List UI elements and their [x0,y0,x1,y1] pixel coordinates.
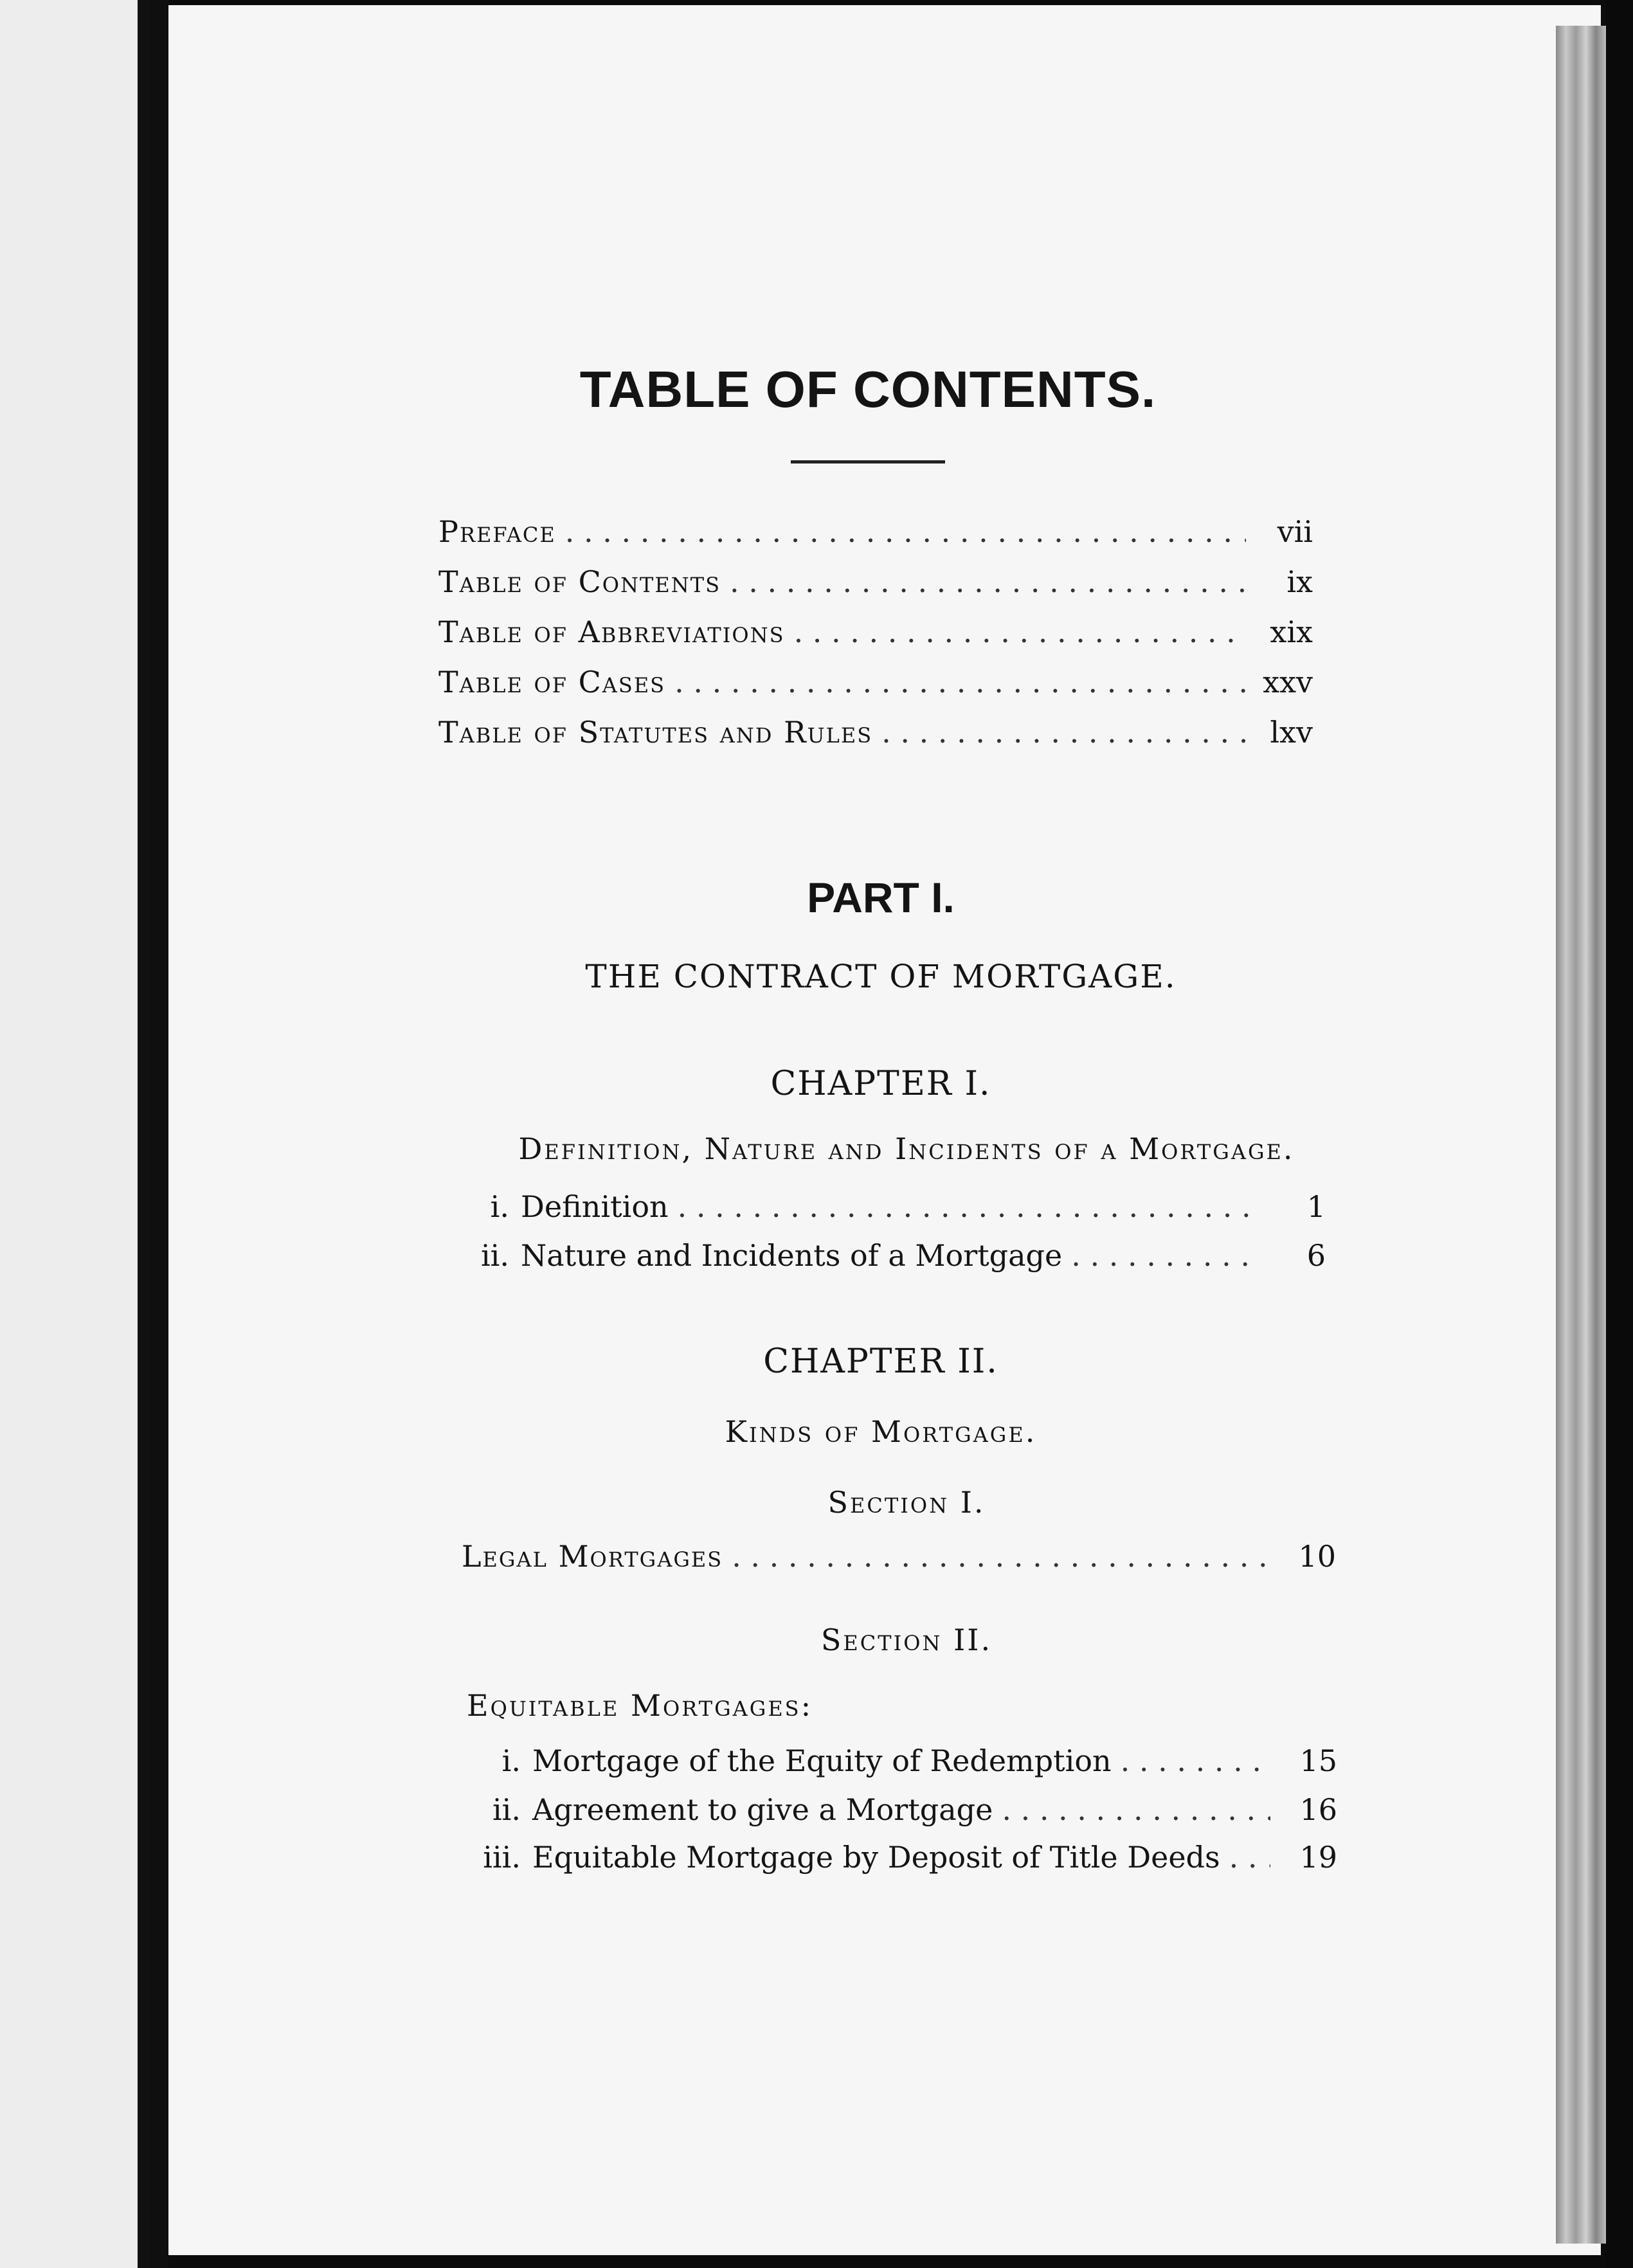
entry-number: iii. [483,1840,521,1875]
page-title: TABLE OF CONTENTS. [579,361,1157,418]
section-1-heading: Section I. [827,1485,986,1520]
toc-entry-table-of-contents [438,564,1313,599]
toc-entry-definition [464,1189,1326,1224]
entry-label: Equitable Mortgage by Deposit of Title Deeds [532,1840,1220,1875]
entry-page: lxv [1270,715,1313,750]
leader-dots [674,665,1246,699]
entry-label: Nature and Incidents of a Mortgage [521,1238,1063,1273]
entry-label: Preface [438,514,556,549]
entry-label: Table of Contents [438,564,721,599]
entry-number: i. [490,1189,509,1224]
part-heading: PART I. [807,874,955,921]
entry-label: Definition [521,1189,669,1224]
toc-entry-equity-of-redemption [476,1743,1337,1778]
chapter-1-title: Definition, Nature and Incidents of a Mortgage. [518,1131,1295,1166]
toc-entry-legal-mortgages [462,1539,1336,1574]
entry-page: 6 [1306,1238,1326,1273]
leader-dots [1071,1238,1259,1273]
section-2-heading: Section II. [820,1623,993,1657]
entry-label: Table of Statutes and Rules [438,715,873,750]
leader-dots [1121,1743,1270,1778]
toc-entry-title-deeds [476,1840,1337,1875]
entry-number: ii. [480,1238,509,1273]
entry-page: vii [1277,514,1313,549]
leader-dots [678,1189,1259,1224]
entry-number: ii. [492,1792,521,1827]
toc-entry-preface [438,514,1313,549]
chapter-2-heading: CHAPTER II. [763,1342,998,1381]
entry-label: Table of Abbreviations [438,615,785,649]
toc-entry-statutes [438,715,1313,750]
leader-dots [1002,1792,1270,1827]
entry-label: Mortgage of the Equity of Redemption [532,1743,1112,1778]
leader-dots [732,1539,1269,1574]
entry-page: xix [1270,615,1313,649]
entry-page: 19 [1299,1840,1337,1875]
entry-page: 16 [1299,1792,1337,1827]
leader-dots [1229,1840,1270,1875]
leader-dots [794,615,1246,649]
entry-page: xxv [1263,665,1313,699]
entry-page: 10 [1298,1539,1336,1574]
entry-label: Table of Cases [438,665,666,699]
toc-entry-agreement [476,1792,1337,1827]
entry-page: ix [1286,564,1313,599]
leader-dots [730,564,1246,599]
entry-page: 15 [1299,1743,1337,1778]
equitable-mortgages-heading: Equitable Mortgages: [467,1688,813,1723]
entry-page: 1 [1306,1189,1326,1224]
entry-number: i. [501,1743,521,1778]
entry-label: Legal Mortgages [462,1539,723,1574]
chapter-2-title: Kinds of Mortgage. [725,1414,1037,1449]
toc-entry-cases [438,665,1313,699]
toc-entry-abbreviations [438,615,1313,649]
leader-dots [881,715,1246,750]
title-rule [791,460,945,464]
toc-entry-nature [464,1238,1326,1273]
leader-dots [565,514,1246,549]
chapter-1-heading: CHAPTER I. [770,1065,991,1103]
entry-label: Agreement to give a Mortgage [532,1792,993,1827]
part-title: THE CONTRACT OF MORTGAGE. [585,958,1177,995]
